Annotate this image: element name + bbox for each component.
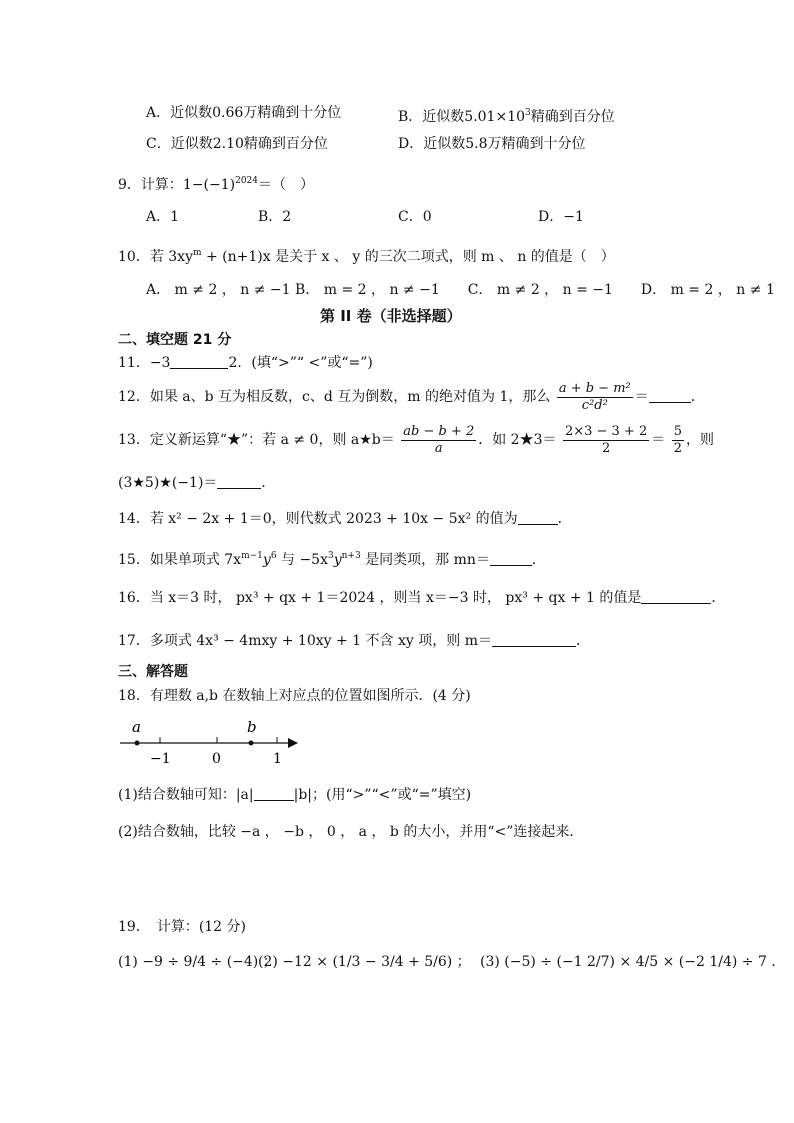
- number-line-figure: [118, 712, 308, 772]
- q16-answer-blank[interactable]: [641, 589, 711, 604]
- q15: 15．如果单项式 $7x^{m-1}y^6$ 与 $-5x^3y^{n+3}$ 是同类项，那 mn＝ ．: [118, 551, 546, 568]
- point-a: [135, 741, 140, 746]
- q13-fraction-result: [672, 424, 684, 457]
- q13-line2-expr: (3★5)★(−1)＝: [118, 475, 218, 491]
- q13-answer-blank[interactable]: [217, 474, 261, 489]
- q11-answer-blank[interactable]: [170, 354, 228, 369]
- q13-def-numerator: ab − b + 2: [403, 423, 475, 439]
- q9-option-d: D．−1: [538, 209, 584, 225]
- q9-option-c: C．0: [398, 209, 432, 225]
- q13-line2: (3★5)★(−1)＝ ．: [118, 475, 276, 491]
- q14: 14．若 x² − 2x + 1＝0，则代数式 2023 + 10x − 5x² 的值为 ．: [118, 511, 572, 527]
- q11-post: 2．(填“>”“ <”或“=”): [228, 355, 373, 371]
- q15-mid: 与 −5x: [276, 552, 328, 568]
- q14-answer-blank[interactable]: [518, 510, 558, 525]
- q19-stem: 19． 计算：(12 分): [118, 919, 247, 935]
- q10-stem-mid: + (n+1)x 是关于 x 、 y 的三次二项式，则 m 、 n 的值是（ ）: [201, 249, 615, 265]
- q9-stem: [118, 171, 314, 195]
- q12-fraction-numerator: a + b − m²: [558, 380, 631, 396]
- q8-option-a: A．近似数0.66万精确到十分位: [146, 105, 342, 121]
- q9-stem-post: ＝（ ）: [258, 177, 315, 193]
- q17: 17．多项式 4x³ − 4mxy + 10xy + 1 不含 xy 项，则 m＝ ．: [118, 633, 590, 649]
- q12-post: ＝: [634, 389, 649, 405]
- q19-part2: (2) −12 × (1/3 − 3/4 + 5/6) ；: [258, 954, 471, 970]
- q12-fraction-denominator: c²d²: [581, 397, 608, 413]
- q17-answer-blank[interactable]: [492, 632, 576, 647]
- q10-options: A． m ≠ 2 ， n ≠ −1 B． m = 2 ， n ≠ −1 C． m ≠ 2 ， n = −1 D． m = 2 ， n ≠ 1: [146, 282, 775, 298]
- q15-var-y2: y: [333, 552, 342, 568]
- q10-stem-exp: m: [192, 248, 202, 258]
- q8-option-b-exp: 3: [525, 108, 531, 118]
- q12-answer-blank[interactable]: [649, 388, 691, 403]
- q15-var-y1: y: [262, 552, 271, 568]
- q18-part1-pre: (1)结合数轴可知：|a|: [118, 787, 254, 803]
- tick-label-zero: 0: [212, 751, 221, 767]
- tick-label-one: 1: [273, 751, 282, 767]
- q13-pre: 13．定义新运算“★”：若 a ≠ 0，则 a★b＝: [118, 432, 395, 448]
- q13-eq: ＝: [651, 432, 666, 448]
- q13-example-numerator: 2×3 − 3 + 2: [564, 423, 648, 439]
- q15-post: 是同类项，那 mn＝: [360, 552, 490, 568]
- q16-text: 16．当 x＝3 时， px³ + qx + 1＝2024 ，则当 x＝−3 时， px³ + qx + 1 的值是: [118, 590, 642, 606]
- q8-option-d: D．近似数5.8万精确到十分位: [398, 136, 586, 152]
- q8-option-b: [398, 103, 615, 127]
- label-b: b: [247, 718, 257, 736]
- q13-post: ，则: [685, 432, 714, 448]
- q15-answer-blank[interactable]: [490, 551, 532, 566]
- q9-stem-pre: 9．计算：1−(−1): [118, 177, 236, 193]
- q13-fraction-example: [563, 424, 649, 457]
- q8-option-b-num: 5.01×10: [464, 109, 526, 125]
- q15-pre: 15．如果单项式 7x: [118, 552, 242, 568]
- q19-part1: (1) −9 ÷ 9/4 ÷ (−4) ；: [118, 954, 277, 970]
- q8-option-c: C．近似数2.10精确到百分位: [146, 136, 328, 152]
- q13-fraction-definition: [401, 424, 476, 457]
- part2-title: 第 II 卷（非选择题）: [320, 307, 462, 325]
- tick-label-minus-one: −1: [150, 751, 171, 767]
- q10-stem: [118, 243, 615, 267]
- q8-option-b-pre: B．近似数: [398, 109, 465, 125]
- q12-fraction: [557, 381, 633, 414]
- q16: 16．当 x＝3 时， px³ + qx + 1＝2024 ，则当 x＝−3 时， px³ + qx + 1 的值是 ．: [118, 590, 726, 606]
- q11-pre: 11．−3: [118, 355, 171, 371]
- q18-part1-post: |b|；(用“>”“<”或“=”填空): [293, 787, 472, 803]
- q17-text: 17．多项式 4x³ − 4mxy + 10xy + 1 不含 xy 项，则 m＝: [118, 633, 492, 649]
- point-b: [249, 741, 254, 746]
- q11: [118, 353, 373, 373]
- q15-exp2: 6: [270, 551, 277, 561]
- q13-result-numerator: 5: [673, 423, 682, 439]
- q15-exp4: n+3: [341, 551, 361, 561]
- q13: [118, 422, 714, 458]
- q9-stem-exp: 2024: [235, 176, 259, 186]
- q9-option-a: A．1: [146, 209, 180, 225]
- label-a: a: [132, 718, 141, 736]
- q9-option-b: B．2: [258, 209, 292, 225]
- q18-part2: (2)结合数轴，比较 −a ， −b ， 0 ， a ， b 的大小，并用“<”连接起来．: [118, 824, 584, 840]
- q19-part3: (3) (−5) ÷ (−1 2/7) × 4/5 × (−2 1/4) ÷ 7 ．: [480, 954, 786, 970]
- q15-exp3: 3: [327, 551, 334, 561]
- q14-text: 14．若 x² − 2x + 1＝0，则代数式 2023 + 10x − 5x² 的值为: [118, 511, 518, 527]
- q15-exp1: m−1: [241, 551, 263, 561]
- q13-mid: ．如 2★3＝: [478, 432, 557, 448]
- q10-stem-pre: 10．若 3xy: [118, 249, 193, 265]
- q13-result-denominator: 2: [673, 440, 682, 456]
- section-solve-heading: 三、解答题: [118, 664, 188, 680]
- q13-def-denominator: a: [434, 440, 443, 456]
- q8-option-b-post: 精确到百分位: [530, 109, 615, 125]
- q18-part1: [118, 785, 471, 805]
- q13-example-denominator: 2: [601, 440, 611, 456]
- q18-stem: 18．有理数 a,b 在数轴上对应点的位置如图所示．(4 分): [118, 688, 471, 704]
- number-line-arrow-icon: [288, 738, 298, 748]
- q12-pre: 12．如果 a、b 互为相反数，c、d 互为倒数，m 的绝对值为 1，那么: [118, 389, 551, 405]
- q18-answer-blank[interactable]: [254, 786, 294, 801]
- q12: 12．如果 a、b 互为相反数，c、d 互为倒数，m 的绝对值为 1，那么 $\frac{\text{a + b − m²}}{\text{c²d²}}$ ＝ ．: [118, 380, 705, 413]
- section-fill-heading: 二、填空题 21 分: [118, 332, 232, 348]
